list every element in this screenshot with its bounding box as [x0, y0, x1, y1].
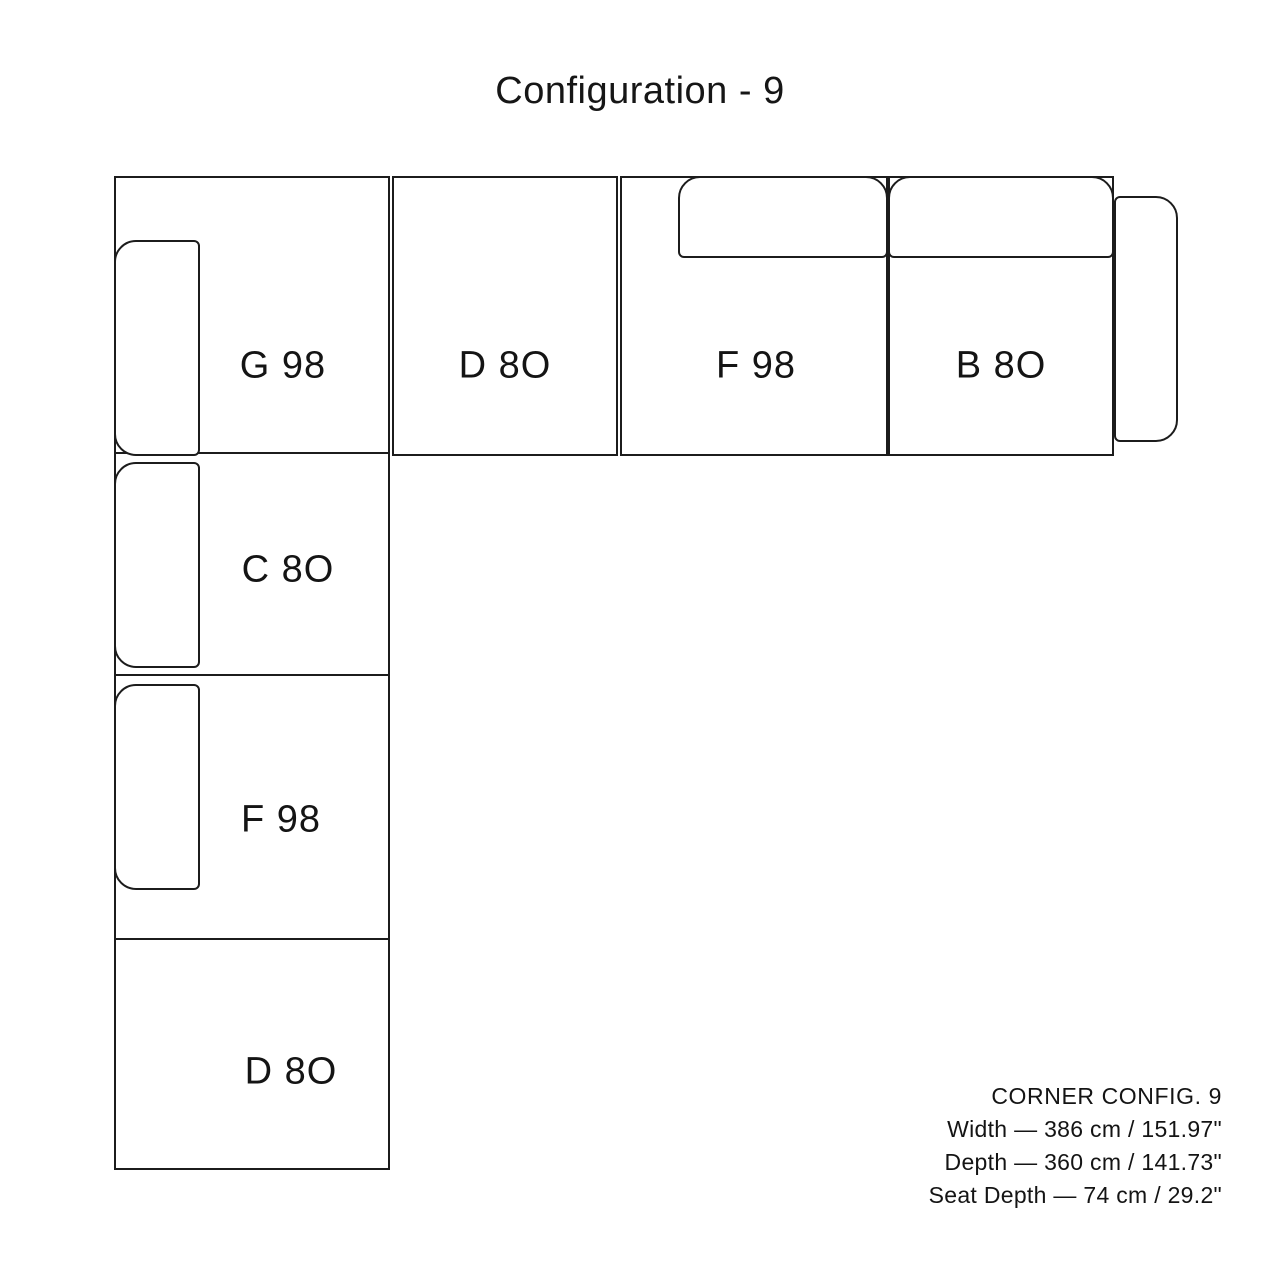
arm-cushion-right-b80 — [1114, 196, 1178, 442]
module-label-c80-left: C 8O — [241, 548, 335, 591]
spec-seat-depth: Seat Depth — 74 cm / 29.2" — [928, 1182, 1222, 1208]
arm-cushion-left-g98 — [114, 240, 200, 456]
specification-block — [929, 1080, 1222, 1212]
spec-depth: Depth — 360 cm / 141.73" — [944, 1149, 1222, 1175]
module-label-b80-top-right: B 8O — [955, 344, 1047, 387]
module-label-g98-top-left: G 98 — [239, 344, 327, 387]
spec-width: Width — 386 cm / 151.97" — [947, 1116, 1222, 1142]
back-cushion-b80-top-right — [888, 176, 1114, 258]
arm-cushion-left-c80 — [114, 462, 200, 668]
module-label-f98-left: F 98 — [240, 798, 322, 841]
arm-cushion-left-f98 — [114, 684, 200, 890]
module-d80-top[interactable] — [392, 176, 618, 456]
module-label-d80-bottom-left: D 8O — [244, 1050, 338, 1093]
module-label-f98-top: F 98 — [715, 344, 797, 387]
spec-heading: CORNER CONFIG. 9 — [991, 1083, 1222, 1109]
page-title: Configuration - 9 — [495, 70, 785, 112]
module-label-d80-top: D 8O — [458, 344, 552, 387]
back-cushion-f98-top — [678, 176, 888, 258]
